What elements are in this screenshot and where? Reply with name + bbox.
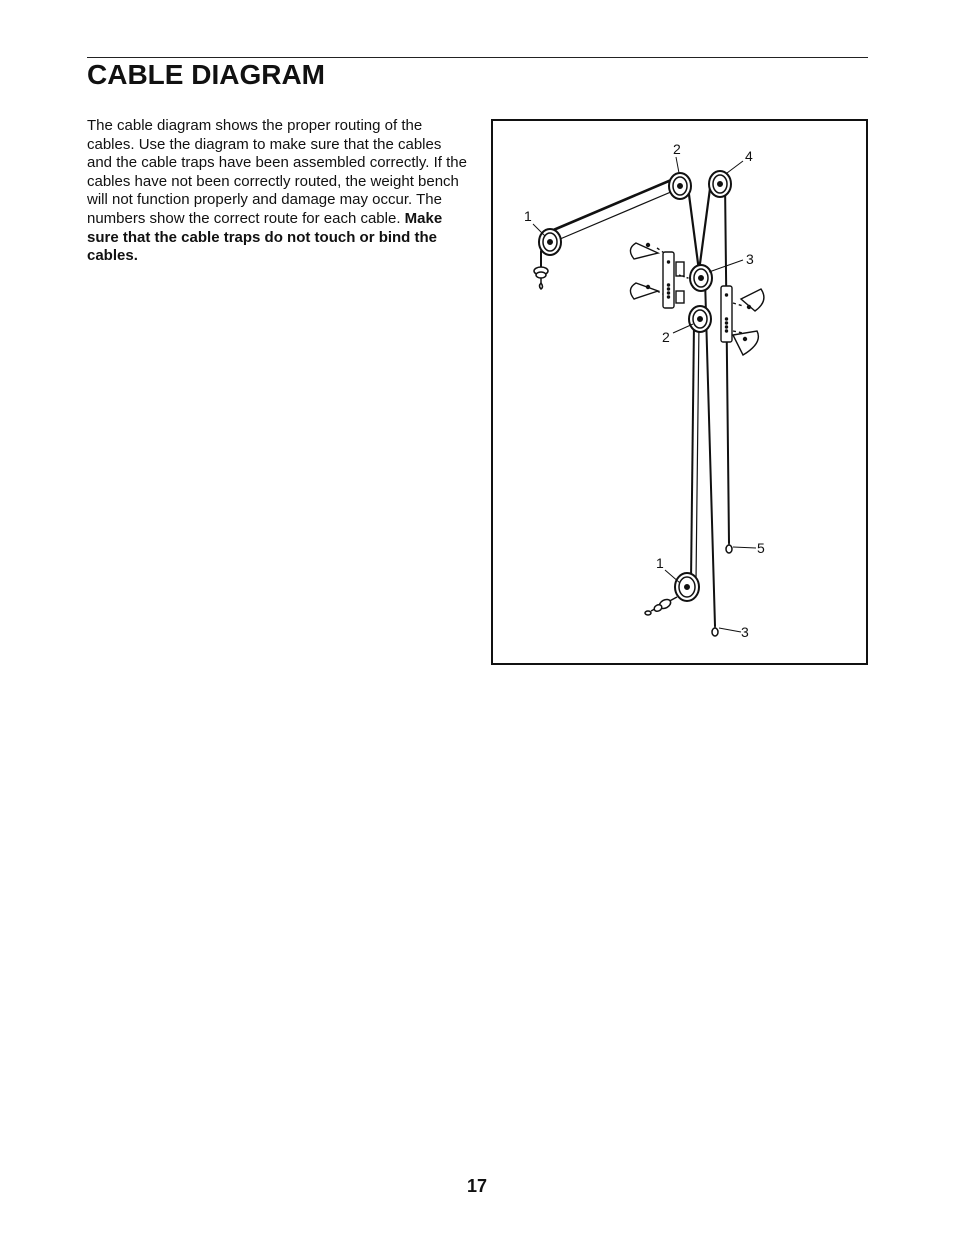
- intro-paragraph: [87, 117, 467, 266]
- pulley-bottom: [675, 573, 699, 601]
- hook-bottom: [645, 597, 677, 615]
- cable-segment-2-down-edge: [696, 323, 699, 581]
- cable-segment-3-to-end: [705, 279, 715, 626]
- cable-segment-top-diagonal: [544, 178, 676, 234]
- cable-segment-4-to-5: [725, 181, 729, 543]
- cable-diagram-figure: [491, 119, 868, 665]
- callout-label-3-middle: 3: [746, 251, 754, 267]
- pulley-top-right: [709, 171, 731, 197]
- callout-label-2-middle: 2: [662, 329, 670, 345]
- pulley-top: [669, 173, 691, 199]
- cable-segment-4-to-3: [699, 181, 711, 271]
- callout-label-4: 4: [745, 148, 753, 164]
- page-number: 17: [466, 1176, 488, 1196]
- intro-warning: Make sure that the cable traps do not touch or bind the cables.: [87, 209, 443, 265]
- cable-end-bottom: [712, 624, 718, 636]
- pulley-middle-right: [690, 265, 712, 291]
- callout-label-2-top: 2: [673, 141, 681, 157]
- hook-top-left: [534, 267, 548, 289]
- cable-diagram: [493, 121, 870, 667]
- cable-segment-2-down: [691, 323, 694, 581]
- cable-segment-2-to-3: [688, 187, 699, 271]
- cable-segment-top-diagonal-edge: [553, 186, 685, 242]
- callout-label-1-bottom: 1: [656, 555, 664, 571]
- callout-label-5: 5: [757, 540, 765, 556]
- pulley-middle-left: [689, 306, 711, 332]
- header-rule: [87, 57, 868, 58]
- callout-label-1-top: 1: [524, 208, 532, 224]
- callout-label-3-bottom: 3: [741, 624, 749, 640]
- cable-end-right: [726, 541, 732, 553]
- page-title: CABLE DIAGRAM: [87, 59, 325, 90]
- intro-text: The cable diagram shows the proper routing of the cables. Use the diagram to make sure that the cables and the cable traps have been assembled correctly. If the cables have not been correctly routed, the weight bench will not function properly and damage may occur. The numbers show the correct route for each cable.: [87, 117, 467, 227]
- cable-trap-left: [630, 243, 691, 308]
